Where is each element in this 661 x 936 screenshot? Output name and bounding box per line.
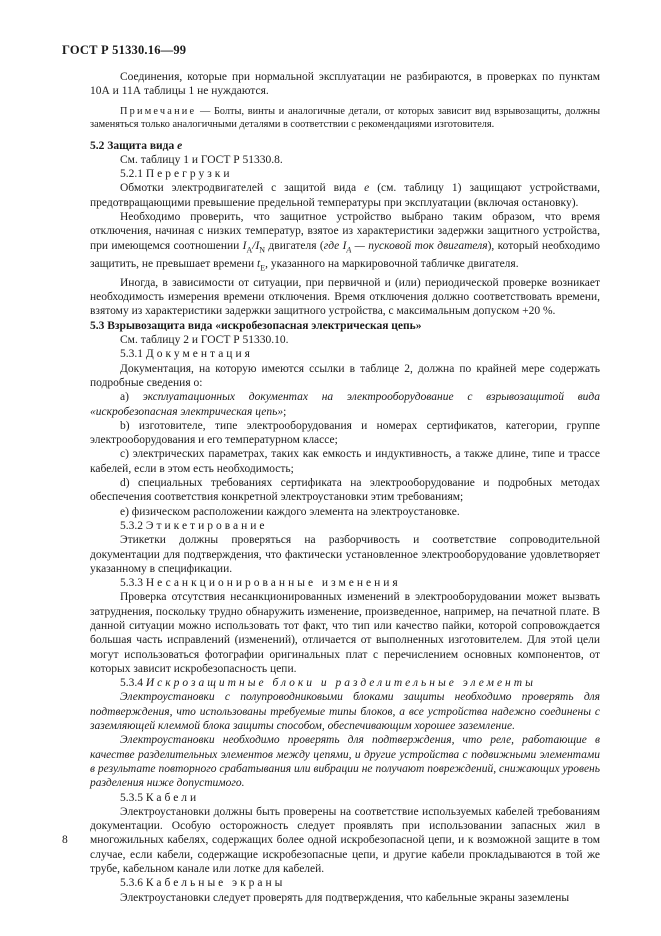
list-item-a: a) эксплуатационных документах на электрооборудование с взрывозащитой вида «искробезопасная электрическая цепь»; — [90, 391, 600, 418]
section-5-3-reference: См. таблицу 2 и ГОСТ Р 51330.10. — [120, 334, 289, 347]
section-5-3-1-title: 5.3.1 Документация — [120, 348, 253, 361]
section-5-3-3-paragraph: Проверка отсутствия несанкционированных изменений в электрооборудовании может вызвать затруднения, поскольку трудно обнаружить изменение, произведенное, например, на печатной плате. В данной ситуации можно использовать тот факт, что тип или качество пайки, которой сопровождается большая часть исправлений (изменений), отличается от выполненных изготовителем. Для этой цели могут использоваться фотографии оригинальных плат с перечислением основных компонентов, от которых зависит искробезопасность цепи. — [90, 591, 600, 675]
section-5-3-4-title: 5.3.4 Искрозащитные блоки и разделительные элементы — [120, 677, 536, 690]
section-5-2-title: 5.2 Защита вида е — [90, 139, 183, 152]
section-5-2-1-paragraph-2: Необходимо проверить, что защитное устройство выбрано таким образом, что время отключения, начиная с низких температур, взятое из характеристики задержки защитного устройства, при имеющемся соотношении $I_A/I_N$ двигателя (где $I_A$ — пусковой ток двигателя), который необходимо защитить, не превышает времени $t_E$, указанного на маркировочной табличке двигателя. — [90, 211, 601, 273]
note — [90, 105, 600, 132]
list-item-e: e) физическом расположении каждого элемента на электроустановке. — [120, 505, 460, 518]
section-5-3-4-paragraph-1: Электроустановки с полупроводниковыми блоками защиты необходимо проверять для подтверждения, что использованы требуемые типы блоков, а все устройства надежно соединены с заземляющей клеммой блока защиты способом, обеспечивающим хорошее заземление. — [90, 691, 600, 733]
section-5-3-2-title: 5.3.2 Этикетирование — [120, 519, 268, 532]
section-5-3-5-title: 5.3.5 Кабели — [120, 791, 200, 804]
paragraph-connections: Соединения, которые при нормальной эксплуатации не разбираются, в проверках по пунктам 10А и 11А таблицы 1 не нуждаются. — [90, 71, 600, 98]
section-5-3-6-title: 5.3.6 Кабельные экраны — [120, 877, 286, 890]
list-item-c: c) электрических параметрах, таких как емкость и индуктивность, а также длине, типе и трассе кабелей, если в этом есть необходимость; — [90, 448, 600, 475]
section-5-3-2-paragraph: Этикетки должны проверяться на разборчивость и соответствие сопроводительной документации для подтверждения, что фактически установленное электрооборудование удовлетворяет указанному в спецификации. — [90, 534, 600, 575]
section-5-3-5-paragraph: Электроустановки должны быть проверены на соответствие используемых кабелей требованиям документации. Особую осторожность следует проявлять при использовании запасных жил в многожильных кабелях, содержащих более одной искробезопасной цепи, и к возможной защите в том случае, если кабели, содержащие искробезопасные цепи, и другие кабели прокладываются в той же трубе, кабельном канале или лотке для кабелей. — [90, 805, 600, 876]
section-5-3-3-title: 5.3.3 Несанкционированные изменения — [120, 577, 401, 590]
page-number: 8 — [62, 834, 68, 846]
section-5-2-1-title: 5.2.1 Перегрузки — [120, 168, 233, 181]
note-label: Примечание — [120, 105, 197, 117]
list-item-b: b) изготовителе, типе электрооборудования и номерах сертификатов, категории, группе электрооборудования и его температурном классе; — [90, 419, 600, 447]
section-5-3-6-paragraph: Электроустановки следует проверять для подтверждения, что кабельные экраны заземлены — [120, 891, 570, 904]
note-text: — Болты, винты и аналогичные детали, от которых зависит вид взрывозащиты, должны заменяться только аналогичными деталями в соответствии с рекомендациями изготовителя. — [90, 105, 600, 131]
section-5-3-1-paragraph: Документация, на которую имеются ссылки в таблице 2, должна по крайней мере содержать подробные сведения о: — [90, 362, 600, 389]
section-5-2-1-paragraph-3: Иногда, в зависимости от ситуации, при первичной и (или) периодической проверке возникает необходимость измерения времени отключения. Время отключения должно соответствовать времени, взятому из характеристики задержки защитного устройства, с максимальным допуском +20 %. — [90, 276, 600, 318]
section-5-2-1-paragraph-1: Обмотки электродвигателей с защитой вида е (см. таблицу 1) защищают устройствами, предотвращающими превышение предельной температуры при эксплуатации (включая остановку). — [90, 182, 600, 209]
section-5-3-4-paragraph-2: Электроустановки необходимо проверять для подтверждения, что реле, работающие в качестве разделительных элементов между цепями, и другие устройства с подвижными элементами в результате повторного срабатывания или вибрации не получают повреждений, снижающих уровень разделения ниже допустимого. — [90, 734, 600, 790]
list-item-d: d) специальных требованиях сертификата на электрооборудование и подробных методах обеспечения соответствия конкретной электроустановки этим требованиям; — [90, 477, 600, 504]
page-body — [90, 70, 600, 905]
section-5-3-title: 5.3 Взрывозащита вида «искробезопасная электрическая цепь» — [90, 319, 422, 332]
document-header: ГОСТ Р 51330.16—99 — [62, 43, 187, 57]
section-5-2-reference: См. таблицу 1 и ГОСТ Р 51330.8. — [120, 153, 283, 166]
